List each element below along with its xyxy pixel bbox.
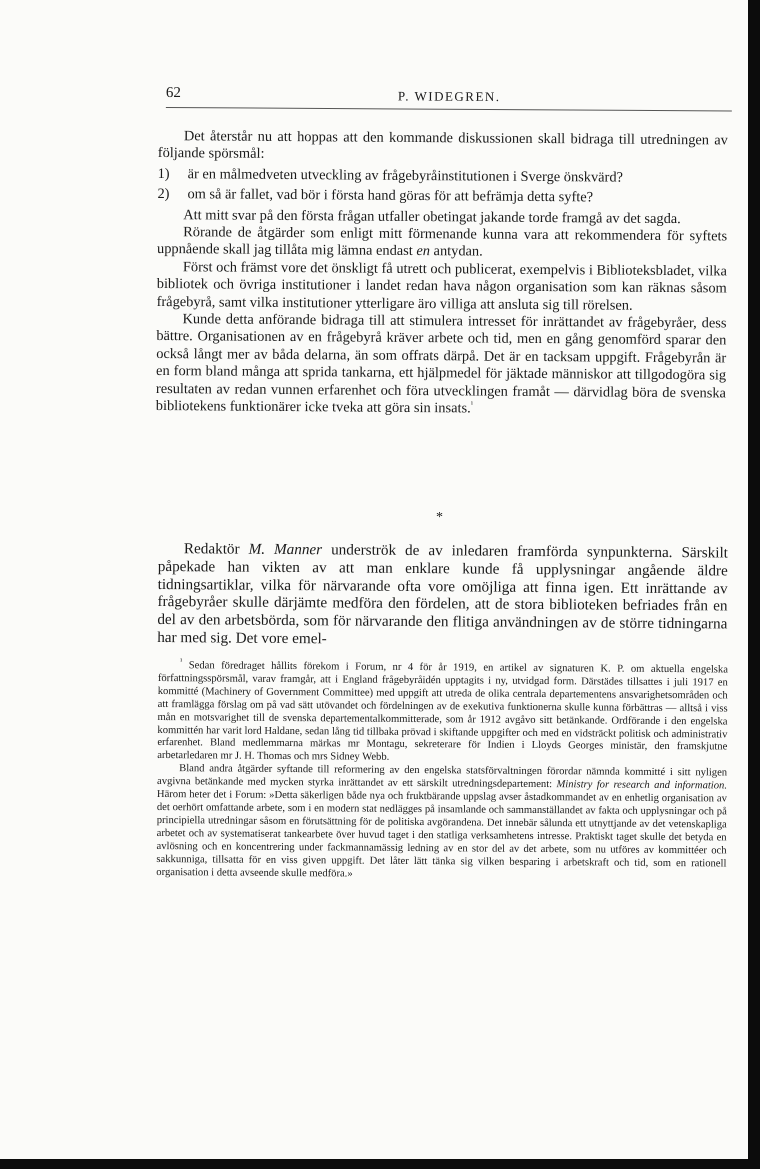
manner-lead: Redaktör (183, 540, 249, 558)
question-text: är en målmedveten utveckling av frågebyråinstitutionen i Sverge önskvärd? (187, 166, 624, 186)
footnote-1 (157, 656, 728, 768)
scan-edge-right (748, 0, 760, 1169)
discussion-text (157, 540, 728, 651)
manner-paragraph (157, 540, 728, 651)
page-header (166, 85, 732, 110)
could-paragraph (156, 311, 727, 420)
footnote-mark: ¹ (179, 656, 183, 666)
page-number: 62 (165, 85, 181, 102)
question-2 (157, 186, 727, 208)
running-head: P. WIDEGREN. (397, 88, 501, 105)
measures-paragraph (157, 224, 727, 263)
footnote-2 (156, 763, 727, 884)
question-number: 2) (157, 186, 170, 203)
speaker-name: M. Manner (248, 540, 323, 559)
intro-paragraph: Det återstår nu att hoppas att den kommande diskussionen skall bidraga till utredningen av följande spörsmål: (157, 128, 728, 163)
question-number: 1) (157, 165, 170, 182)
section-separator: * (436, 510, 443, 525)
footnote-2-emphasis: Ministry for research and information. (556, 779, 728, 792)
manner-text: underströk de av inledaren framförda synpunkterna. Särskilt påpekade han vikten av att man enklare kunde få upplysningar angående äldre tidningsartiklar, vilka för närvarande ofta vore omöjliga att finna igen. Ett inrättande av frågebyråer skulle därjämte medföra den fördelen, att de stora biblioteken befriades från en del av den arbetsbörda, som för närvarande den flitiga användningen av de större tidningarna har med sig. Det vore emel- (157, 541, 728, 648)
header-rule (166, 107, 732, 111)
could-text: Kunde detta anförande bidraga till att stimulera intresset för inrättandet av frågebyråer, dess bättre. Organisationen av en frågebyrå kräver arbete och tid, men en gång genomförd sparar den också långt mer av båda delarna, än som offrats därpå. Det är en tacksam uppgift. Frågebyrån är en form bland många att sprida tankarna, ett hjälpmedel för jäktade människor att tillgodogöra sig resultaten av redan vunnen erfarenhet och föra utvecklingen framåt — därvidlag böra de svenska bibliotekens funktionärer icke tveka att göra sin insats. (155, 311, 727, 417)
footnote-marker: ¹ (470, 399, 474, 409)
measures-text-end: antydan. (429, 243, 483, 260)
footnote-1-text: Sedan föredraget hållits förekom i Forum, nr 4 för år 1919, en artikel av signaturen K. P. om aktuella engelska författningsspörsmål, varav framgår, att i England frågebyråidén upptagits i ny, utvidgad form. Därstädes tillsattes i juli 1917 en kommitté (Machinery of Government Committee) med uppgift att utreda de olika centrala departementens ansvarighetsområden och att framlägga förslag om på vad sätt utövandet och fördelningen av de exekutiva funktionerna skulle kunna förbättras — alltså i viss mån en motsvarighet till de svenska departementalkommitterade, som år 1912 avgåvo sitt betänkande. Ordförande i den engelska kommittén har varit lord Haldane, sedan lång tid tillbaka prövad i skiftande uppgifter och med en vidsträckt politisk och administrativ erfarenhet. Bland medlemmarna märkas mr Montagu, sekreterare för Indien i Lloyds Georges ministär, den framskjutne arbetarledaren mr J. H. Thomas och mrs Sidney Webb. (157, 660, 728, 764)
question-1 (158, 166, 728, 188)
measures-emphasis: en (416, 243, 431, 260)
measures-text: Rörande de åtgärder som enligt mitt förmenande kunna vara att rekommendera för syftets uppnående skall jag tillåta mig lämna endast (156, 224, 728, 260)
main-text (156, 128, 728, 420)
question-text: om så är fallet, vad bör i första hand göras för att befrämja detta syfte? (187, 186, 594, 206)
footnote-2-text: Bland andra åtgärder syftande till reformering av den engelska statsförvaltningen förordar nämnda kommitté i sitt nyligen avgivna betänkande med mycken styrka inrättandet av ett särskilt utredningsdepartement: (157, 763, 728, 791)
first-paragraph: Först och främst vore det önskligt få utrett och publicerat, exempelvis i Biblioteksbladet, vilka bibliotek och övriga institutioner i landet redan hava någon organisation som kan räknas såsom frågebyrå, samt vilka institutioner ytterligare äro villiga att ansluta sig till rörelsen. (156, 259, 727, 314)
answer-paragraph: Att mitt svar på den första frågan utfaller obetingat jakande torde framgå av det sagda. (183, 206, 681, 227)
footnotes (156, 656, 728, 884)
scan-edge-bottom (0, 1159, 760, 1169)
footnote-2-text-end: Härom heter det i Forum: »Detta säkerligen både nya och fruktbärande uppslag avser åstadkommandet av en enhetlig organisation av det oerhört omfattande arbete, som i en modern stat nedlägges på insamlande och sammanställandet av fakta och upplysningar och på principiella utredningar såsom en förutsättning för de politiska avgörandena. Det innebär sålunda ett utnyttjande av det vetenskapliga arbetet och av systematiserat tankearbete över huvud taget i den statliga verksamhetens intresse. Praktiskt taget skulle det betyda en avlösning och en koncentrering under fackmannamässig ledning av en stor del av det arbete, som nu utföres av kommittéer och sakkunniga, tillsatta för en viss given uppgift. Det låter lätt tänka sig vilken besparing i arbetskraft och tid, som en rationell organisation i detta avseende skulle medföra.» (156, 789, 727, 880)
